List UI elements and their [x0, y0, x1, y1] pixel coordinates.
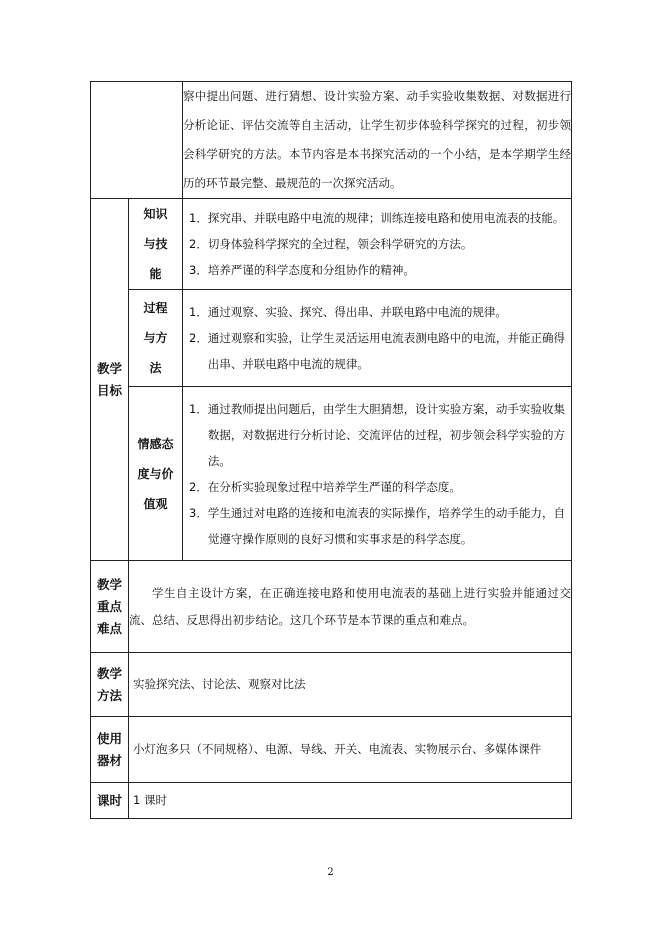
- period-label: 课时: [91, 783, 129, 819]
- objectives-process-row: [91, 290, 572, 387]
- equipment-row: [91, 717, 572, 783]
- list-item: 2． 在分析实验现象过程中培养学生严谨的科学态度。: [189, 479, 461, 494]
- keypoints-label: 教学重点难点: [91, 561, 129, 653]
- equipment-text: 小灯泡多只（不同规格）、电源、导线、开关、电流表、实物展示台、多媒体课件: [129, 717, 572, 783]
- methods-text: 实验探究法、讨论法、观察对比法: [129, 653, 572, 717]
- list-item: 1． 探究串、并联电路中电流的规律；训练连接电路和使用电流表的技能。: [189, 211, 565, 225]
- lesson-plan-table: [90, 81, 572, 819]
- list-item: 3． 学生通过对电路的连接和电流表的实际操作，培养学生的动手能力，自觉遵守操作原则的良好习惯和实事求是的科学态度。: [189, 505, 565, 546]
- objectives-label: [91, 199, 129, 561]
- list-item: 1． 通过教师提出问题后，由学生大胆猜想，设计实验方案，动手实验收集数据，对数据进行分析讨论、交流评估的过程，初步领会科学实验的方法。: [189, 401, 565, 468]
- process-list: [183, 295, 571, 381]
- knowledge-list: [183, 201, 571, 287]
- knowledge-content: [183, 199, 572, 290]
- period-row: [91, 783, 572, 819]
- objectives-label-text: 教学目标: [96, 360, 122, 398]
- process-label: 过程与方法: [129, 290, 183, 387]
- keypoints-text: 学生自主设计方案，在正确连接电路和使用电流表的基础上进行实验并能通过交流、总结、反思得出初步结论。这几个环节是本节课的重点和难点。: [129, 561, 572, 653]
- emotion-list: [183, 392, 571, 556]
- page-number: 2: [327, 867, 334, 878]
- intro-row: [91, 82, 572, 199]
- equipment-label: 使用器材: [91, 717, 129, 783]
- list-item: 1． 通过观察、实验、探究、得出串、并联电路中电流的规律。: [189, 305, 507, 319]
- methods-label: 教学方法: [91, 653, 129, 717]
- emotion-content: [183, 387, 572, 561]
- period-text: 1 课时: [129, 783, 572, 819]
- list-item: 3． 培养严谨的科学态度和分组协作的精神。: [189, 263, 415, 277]
- list-item: 2． 切身体验科学探究的全过程，领会科学研究的方法。: [189, 237, 473, 251]
- keypoints-row: [91, 561, 572, 653]
- emotion-label: 情感态度与价值观: [129, 387, 183, 561]
- intro-label-cell: [91, 82, 183, 199]
- methods-row: [91, 653, 572, 717]
- list-item: 2． 通过观察和实验，让学生灵活运用电流表测电路中的电流，并能正确得出串、并联电路中电流的规律。: [189, 331, 565, 371]
- objectives-emotion-row: [91, 387, 572, 561]
- intro-text: 察中提出问题、进行猜想、设计实验方案、动手实验收集数据、对数据进行分析论证、评估交流等自主活动，让学生初步体验科学探究的过程，初步领会科学研究的方法。本节内容是本书探究活动的一个小结，是本学期学生经历的环节最完整、最规范的一次探究活动。: [183, 82, 572, 199]
- knowledge-label: 知识与技能: [129, 199, 183, 290]
- objectives-knowledge-row: [91, 199, 572, 290]
- process-content: [183, 290, 572, 387]
